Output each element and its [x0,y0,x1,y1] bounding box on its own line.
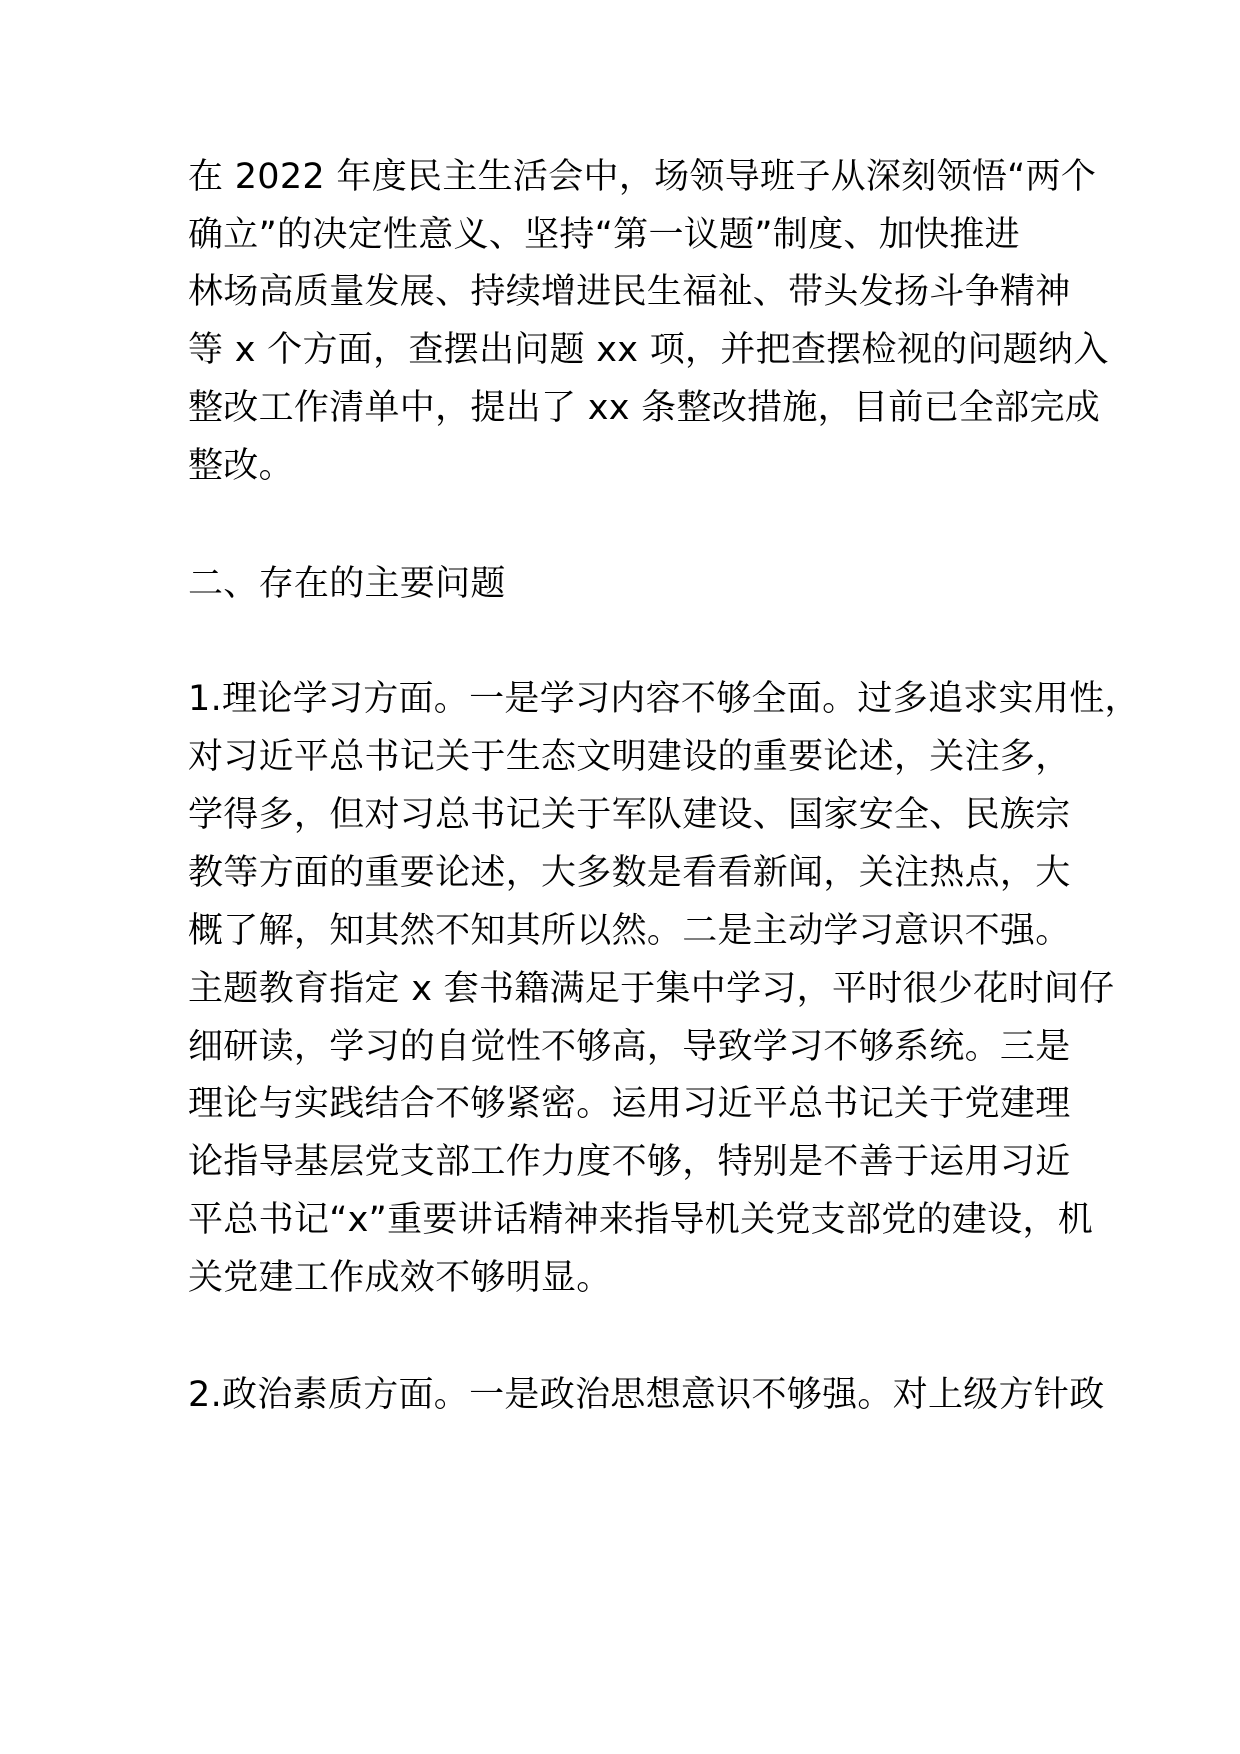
item1-line-10: 平总书记“x”重要讲话精神来指导机关党支部党的建设，机 [188,1200,1094,1240]
item1-line-5: 概了解，知其然不知其所以然。二是主动学习意识不强。 [188,911,1071,951]
intro-line-3: 林场高质量发展、持续增进民生福祉、带头发扬斗争精神 [188,272,1071,312]
item1-line-4: 教等方面的重要论述，大多数是看看新闻，关注热点，大 [188,853,1071,893]
item1-line-7: 细研读，学习的自觉性不够高，导致学习不够系统。三是 [188,1027,1071,1067]
intro-line-5: 整改工作清单中，提出了 xx 条整改措施，目前已全部完成 [188,388,1101,428]
intro-line-4: 等 x 个方面，查摆出问题 xx 项，并把查摆检视的问题纳入 [188,330,1109,370]
item1-line-2: 对习近平总书记关于生态文明建设的重要论述，关注多， [188,737,1071,777]
item1-line-1: 1.理论学习方面。一是学习内容不够全面。过多追求实用性， [188,679,1140,719]
intro-line-2: 确立”的决定性意义、坚持“第一议题”制度、加快推进 [188,215,1020,255]
item1-line-11: 关党建工作成效不够明显。 [188,1258,612,1298]
section-heading: 二、存在的主要问题 [188,564,506,604]
item1-line-6: 主题教育指定 x 套书籍满足于集中学习，平时很少花时间仔 [188,969,1115,1009]
item1-line-9: 论指导基层党支部工作力度不够，特别是不善于运用习近 [188,1142,1071,1182]
intro-line-6: 整改。 [188,446,294,486]
item1-line-3: 学得多，但对习总书记关于军队建设、国家安全、民族宗 [188,795,1071,835]
intro-line-1: 在 2022 年度民主生活会中，场领导班子从深刻领悟“两个 [188,157,1097,197]
item2-line-1: 2.政治素质方面。一是政治思想意识不够强。对上级方针政 [188,1375,1105,1415]
item1-line-8: 理论与实践结合不够紧密。运用习近平总书记关于党建理 [188,1084,1071,1124]
